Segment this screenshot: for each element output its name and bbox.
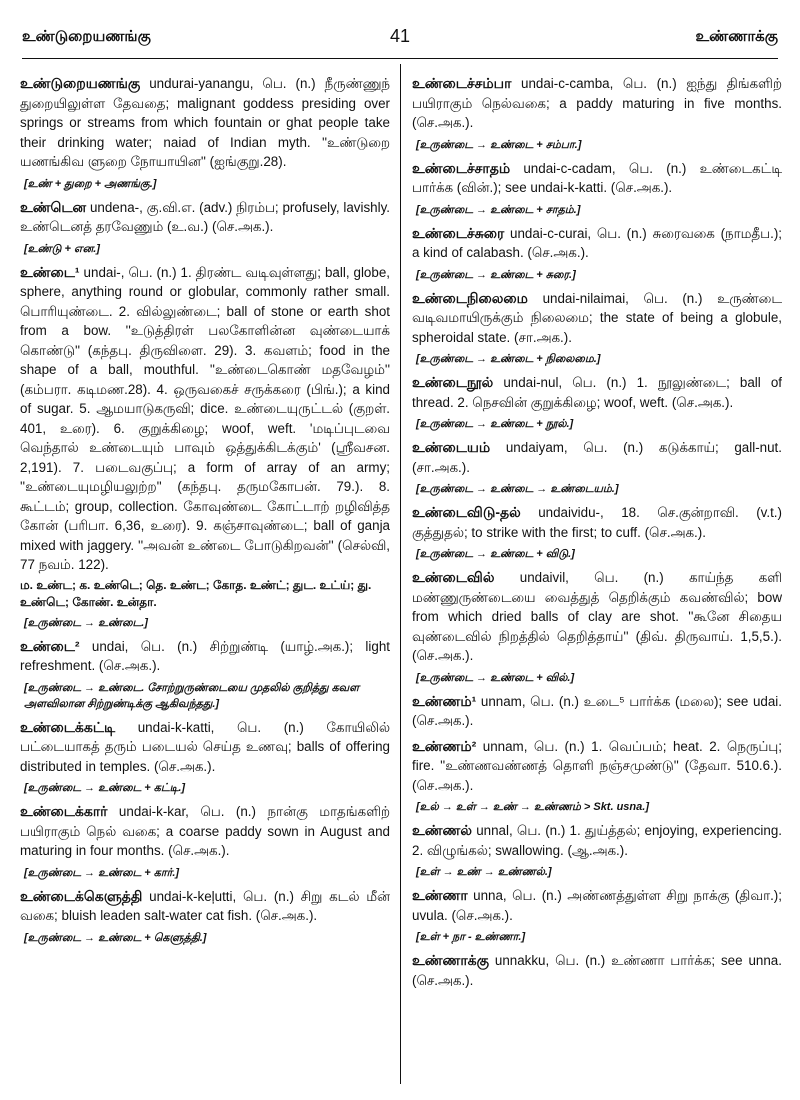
headword: உண்டைச்சம்பா: [412, 75, 512, 91]
dictionary-entry: [20, 198, 390, 257]
etymology: [உருண்டை → உண்டை + வில்.]: [416, 671, 575, 684]
definition: undai-nilaimai, பெ. (n.) உருண்டை வடிவமாயிருக்கும் நிலைமை; the state of being a globule, spheroidal state. (சா.அக.).: [412, 290, 782, 345]
dictionary-entry: [20, 887, 390, 946]
definition: undaiyam, பெ. (n.) கடுக்காய்; gall-nut. (சா.அக.).: [412, 440, 782, 475]
dictionary-entry: [412, 74, 782, 153]
etymology: [உல் → உள் → உண் → உண்ணம் > Skt. usna.]: [416, 801, 649, 813]
page-header: [22, 28, 778, 58]
dictionary-entry: [412, 692, 782, 731]
etymology: [உருண்டை → உண்டை.]: [24, 616, 148, 629]
dictionary-entry: [412, 159, 782, 218]
dictionary-entry: [412, 438, 782, 497]
right-column: [412, 74, 782, 996]
definition: undaividu-, 18. செ.குன்றாவி. (v.t.) குத்துதல்; to strike with the first; to cuff. (செ.அக.).: [412, 505, 782, 540]
headword: உண்ணா: [412, 887, 468, 903]
etymology: [உருண்டை → உண்டை + கார்.]: [24, 866, 180, 879]
headword: உண்டுறையணங்கு: [20, 75, 141, 91]
dictionary-entry: [20, 74, 390, 192]
dictionary-entry: [412, 503, 782, 562]
headword: உண்டைக்கட்டி: [20, 718, 116, 735]
dictionary-entry: [412, 289, 782, 368]
etymology: [உண்டு + என.]: [24, 242, 100, 255]
definition: unnakku, பெ. (n.) உண்ணா பார்க்க; see unna. (செ.அக.).: [412, 953, 782, 988]
dictionary-entry: [20, 718, 390, 797]
etymology: [உருண்டை → உண்டை → உண்டையம்.]: [416, 483, 619, 495]
definition: undai, பெ. (n.) சிற்றுண்டி (யாழ்.அக.); light refreshment. (செ.அக.).: [20, 638, 390, 673]
definition: undai-k-katti, பெ. (n.) கோயிலில் பட்டையாகத் தரும் படையல் செய்த உணவு; balls of offering distributed in temples. (செ.அக.).: [20, 719, 390, 774]
definition: undai-c-curai, பெ. (n.) சுரைவகை (நாமதீப.); a kind of calabash. (செ.அக.).: [412, 225, 782, 260]
running-head-right: உண்ணாக்கு: [695, 28, 778, 45]
dictionary-entry: [412, 373, 782, 432]
headword: உண்டைக்கெளுத்தி: [20, 887, 143, 904]
definition: undaivil, பெ. (n.) காய்ந்த களி மண்ணுருண்டையை வைத்துத் தெறிக்கும் கவண்வில்; bow from which dried balls of clay are shot. ''கூனே சிதைய வுண்டைவில் நிறத்தில் தெறித்தாய்'' (திவ். திருவாய். 1,5,5.). (செ.அக.).: [412, 570, 782, 663]
definition: unnam, பெ. (n.) உடை⁵ பார்க்க (மலை); see udai. (செ.அக.).: [412, 693, 782, 728]
left-column: [20, 74, 390, 952]
definition: unnal, பெ. (n.) 1. துய்த்தல்; enjoying, experiencing. 2. விழுங்கல்; swallowing. (ஆ.அக.).: [412, 823, 782, 858]
headword: உண்டைச்சுரை: [412, 224, 505, 241]
headword: உண்டைக்கார்: [20, 803, 108, 819]
dictionary-entry: [412, 886, 782, 945]
etymology: [உள் → உண் → உண்ணல்.]: [416, 866, 552, 878]
etymology: [உள் + நா - உண்ணா.]: [416, 931, 526, 943]
definition: undai-c-camba, பெ. (n.) ஐந்து திங்களிற் பயிராகும் நெல்வகை; a paddy maturing in five months. (செ.அக.).: [412, 76, 782, 130]
headword: உண்டைநூல்: [412, 374, 494, 390]
etymology: [உண் + துறை + அணங்கு.]: [24, 177, 157, 190]
headword: உண்டையம்: [412, 439, 491, 455]
etymology: [உருண்டை → உண்டை + நிலைமை.]: [416, 353, 601, 365]
cognates: ம. உண்ட; க. உண்டெ; தெ. உண்ட; கோத. உண்ட்; துட. உட்ய்; து. உண்டெ; கோண். உன்தா.: [20, 577, 372, 609]
dictionary-entry: [412, 737, 782, 816]
headword: உண்ணல்: [412, 822, 472, 838]
headword: உண்டைச்சாதம்: [412, 159, 511, 176]
headword: உண்ணாக்கு: [412, 952, 489, 968]
dictionary-entry: [412, 568, 782, 686]
etymology: [உருண்டை → உண்டை. சோற்றுருண்டையை முதலில் குறித்து கவள அளவிலான சிற்றுண்டிக்கு ஆகிவந்தது.]: [24, 681, 360, 710]
page-number: 41: [389, 26, 411, 46]
etymology: [உருண்டை → உண்டை + சாதம்.]: [416, 203, 581, 216]
definition: undai-, பெ. (n.) 1. திரண்ட வடிவுள்ளது; ball, globe, sphere, anything round or globular, commonly rather small. பொரியுண்டை. 2. வில்லுண்டை; ball of stone or earth shot from a bow. ''உடுத்திரள் பலகோளின்ன வுண்டையாக் கொண்டு'' (கந்தபு. திருவிளை. 29). 3. கவளம்; food in the shape of a ball, mouthful. ''உண்டைகொண் மதவேழம்'' (கம்பரா. கடிமண.28). 4. ஒருவகைச் சருக்கரை (பிங்.); a kind of sugar. 5. ஆமயாடுகருவி; dice. உண்டையுருட்டல் (குறள். 401, உரை). 6. குறுக்கிழை; woof, weft. 'மடிப்புடவை வெந்தால் உண்டையும் பாவும் ஒத்துக்கிடக்கும்' (ஸ்ரீவசன. 2,191). 7. படைவகுப்பு; a form of array of an army; ''உண்டையுமழியலுற்ற'' (கந்தபு. தருமகோபன். 79.). 8. கூட்டம்; group, collection. கோவுண்டை கோட்டாற் றழிவித்த கோன் (பரிபா. 6,36, உரை). 9. கஞ்சாவுண்டை; ball of ganja mixed with jaggery. ''அவன் உண்டை போடுகிறவன்'' (செல்வி, 77 நவம். 122).: [20, 264, 390, 572]
definition: undai-nul, பெ. (n.) 1. நூலுண்டை; ball of thread. 2. நெசவின் குறுக்கிழை; woof, weft. (செ.அக.).: [412, 375, 782, 410]
etymology: [உருண்டை → உண்டை + கெளுத்தி.]: [24, 931, 207, 944]
dictionary-entry: [20, 263, 390, 631]
definition: undai-c-cadam, பெ. (n.) உண்டைகட்டி பார்க்க (வின்.); see undai-k-katti. (செ.அக.).: [412, 160, 782, 195]
headword: உண்ணம்²: [412, 737, 477, 754]
definition: unnam, பெ. (n.) 1. வெப்பம்; heat. 2. நெருப்பு; fire. ''உண்ணவண்ணத் தொளி நஞ்சமுண்டு'' (தேவா. 510.6.). (செ.அக.).: [412, 738, 782, 793]
headword: உண்டைநிலைமை: [412, 289, 528, 306]
etymology: [உருண்டை → உண்டை + கட்டி.]: [24, 782, 186, 794]
headword: உண்டென: [20, 198, 87, 215]
definition: undurai-yanangu, பெ. (n.) நீருண்ணுந் துறையிலுள்ள தேவதை; malignant goddess presiding over springs or streams from which fountain or ghat people take their drinking water; naiad of Indian myth. ''உண்டுறை யணங்கிவ ளுறை நோயாயின'' (ஐங்குறு.28).: [20, 76, 390, 169]
definition: unna, பெ. (n.) அண்ணத்துள்ள சிறு நாக்கு (திவா.); uvula. (செ.அக.).: [412, 888, 782, 923]
headword: உண்டைவிடு-தல்: [412, 504, 521, 520]
running-head-left: உண்டுறையணங்கு: [22, 28, 151, 45]
etymology: [உருண்டை → உண்டை + சுரை.]: [416, 268, 576, 281]
etymology: [உருண்டை → உண்டை + விடு.]: [416, 548, 575, 560]
headword: உண்டை²: [20, 637, 80, 654]
headword: உண்டை¹: [20, 263, 80, 280]
etymology: [உருண்டை → உண்டை + நூல்.]: [416, 418, 574, 430]
definition: undai-k-kar, பெ. (n.) நான்கு மாதங்களிற் பயிராகும் நெல் வகை; a coarse paddy sown in August and maturing in four months. (செ.அக.).: [20, 804, 390, 858]
headword: உண்ணம்¹: [412, 692, 477, 709]
etymology: [உருண்டை → உண்டை + சம்பா.]: [416, 138, 582, 151]
dictionary-entry: [20, 637, 390, 712]
headword: உண்டைவில்: [412, 569, 495, 585]
header-rule: [22, 58, 778, 59]
definition: undena-, கு.வி.எ. (adv.) நிரம்ப; profusely, lavishly. உண்டெனத் தரவேணும் (உ.வ.) (செ.அக.).: [20, 199, 390, 234]
dictionary-entry: [412, 224, 782, 283]
dictionary-entry: [412, 951, 782, 990]
dictionary-entry: [20, 802, 390, 881]
definition: undai-k-keļutti, பெ. (n.) சிறு கடல் மீன் வகை; bluish leaden salt-water cat fish. (செ.அக.).: [20, 888, 390, 923]
dictionary-entry: [412, 821, 782, 880]
column-divider: [400, 64, 401, 1084]
